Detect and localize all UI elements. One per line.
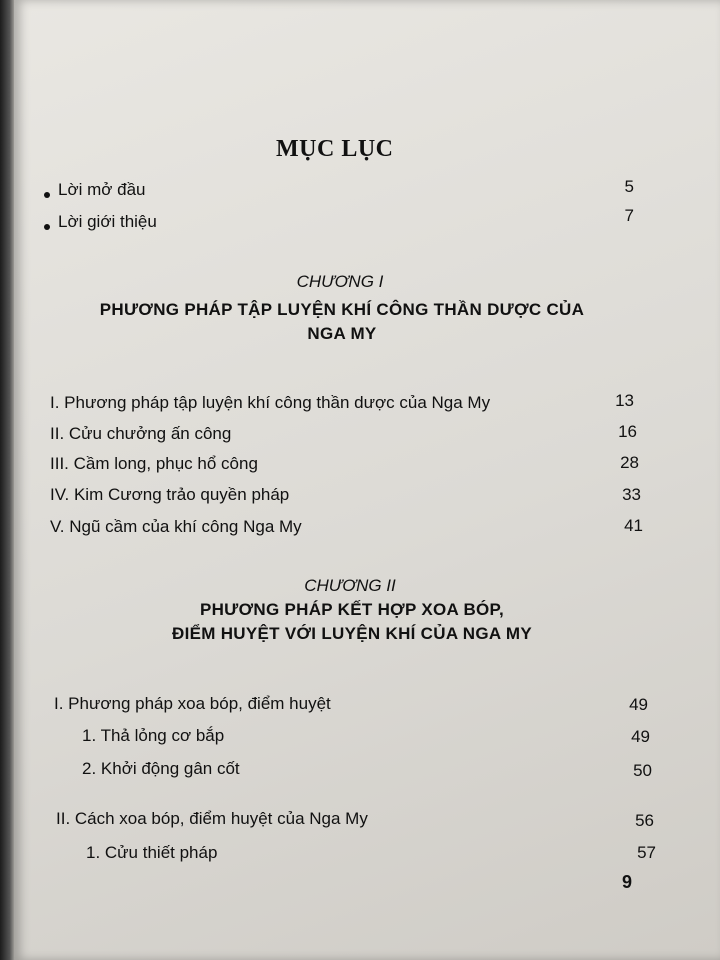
page-number: 9	[622, 872, 633, 892]
toc-entry-label: Lời giới thiệu	[58, 212, 157, 231]
chapter-heading: CHƯƠNG II	[304, 576, 396, 595]
chapter-title-line: ĐIỂM HUYỆT VỚI LUYỆN KHÍ CỦA NGA MY	[172, 624, 532, 643]
toc-entry-label: II. Cách xoa bóp, điểm huyệt của Nga My	[56, 809, 368, 828]
book-spine	[0, 0, 14, 960]
toc-entry-page: 49	[629, 695, 648, 714]
chapter-title-line: PHƯƠNG PHÁP TẬP LUYỆN KHÍ CÔNG THẦN DƯỢC CỦA	[99, 300, 585, 319]
toc-entry-label: 1. Thả lỏng cơ bắp	[82, 726, 225, 745]
toc-entry-label: Lời mở đầu	[58, 180, 146, 199]
toc-entry-label: III. Cầm long, phục hổ công	[50, 454, 258, 473]
toc-entry-page: 33	[622, 485, 641, 504]
toc-entry-page: 13	[615, 391, 634, 410]
toc-entry-label: I. Phương pháp tập luyện khí công thần dược của Nga My	[50, 393, 491, 412]
toc-entry-page: 16	[618, 422, 637, 441]
toc-entry-label: IV. Kim Cương trảo quyền pháp	[50, 485, 290, 504]
toc-entry-page: 49	[631, 727, 650, 746]
book-page	[14, 0, 720, 960]
chapter-heading: CHƯƠNG I	[296, 272, 384, 291]
chapter-title-line: NGA MY	[307, 324, 377, 343]
toc-entry-page: 28	[620, 453, 639, 472]
toc-entry-page: 57	[637, 843, 656, 862]
bullet	[44, 224, 50, 230]
chapter-title-line: PHƯƠNG PHÁP KẾT HỢP XOA BÓP,	[199, 600, 505, 619]
toc-entry-page: 5	[624, 177, 634, 196]
bullet	[44, 192, 50, 198]
toc-entry-page: 56	[635, 811, 654, 830]
page-title: MỤC LỤC	[276, 136, 394, 162]
toc-entry-label: II. Cửu chưởng ấn công	[50, 424, 232, 443]
toc-entry-page: 41	[624, 516, 643, 535]
toc-entry-label: 1. Cửu thiết pháp	[86, 843, 218, 862]
toc-entry-label: V. Ngũ cầm của khí công Nga My	[50, 517, 302, 536]
toc-entry-page: 7	[624, 206, 634, 225]
toc-entry-label: I. Phương pháp xoa bóp, điểm huyệt	[54, 694, 331, 713]
toc-entry-label: 2. Khởi động gân cốt	[82, 759, 240, 778]
toc-entry-page: 50	[633, 761, 652, 780]
